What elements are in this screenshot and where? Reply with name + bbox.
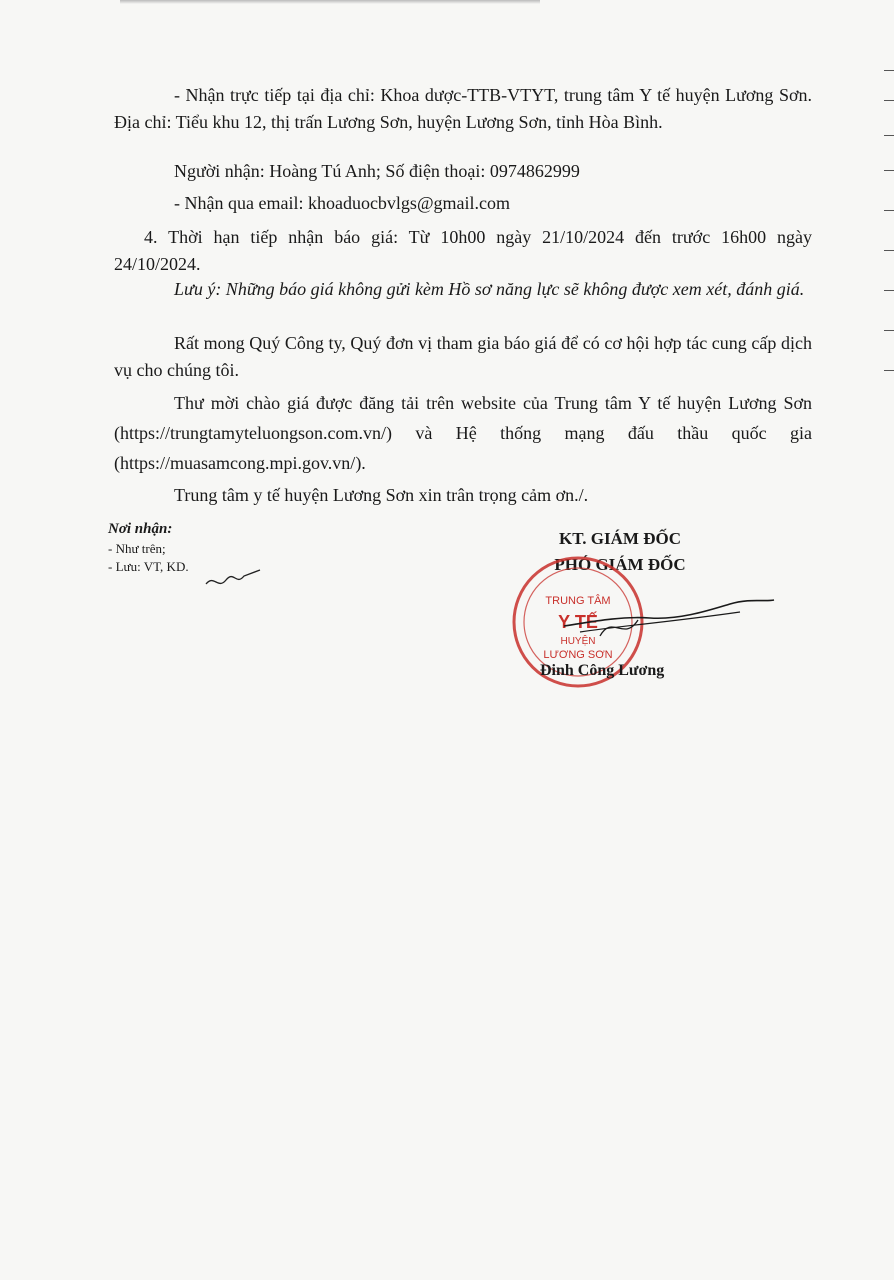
scan-edge-mark xyxy=(884,290,894,291)
handwritten-signature xyxy=(560,592,780,652)
scan-edge-mark xyxy=(884,170,894,171)
scan-edge-mark xyxy=(884,135,894,136)
initial-signature xyxy=(204,568,264,592)
paragraph-thanks: Trung tâm y tế huyện Lương Sơn xin trân trọng cảm ơn./. xyxy=(174,485,589,505)
scan-edge-mark xyxy=(884,210,894,211)
scan-edge-mark xyxy=(884,100,894,101)
paragraph-email: - Nhận qua email: khoaduocbvlgs@gmail.com xyxy=(174,193,510,213)
recipients-block xyxy=(108,520,189,576)
scan-edge-mark xyxy=(884,370,894,371)
signature-title: KT. GIÁM ĐỐC xyxy=(559,529,681,548)
scan-shadow xyxy=(120,0,540,4)
signer-name: Đinh Công Lương xyxy=(540,662,665,679)
scan-edge-mark xyxy=(884,250,894,251)
signature-subtitle: PHÓ GIÁM ĐỐC xyxy=(554,555,686,574)
paragraph-note: Lưu ý: Những báo giá không gửi kèm Hồ sơ năng lực sẽ không được xem xét, đánh giá. xyxy=(174,279,805,299)
paragraph-deadline: 4. Thời hạn tiếp nhận báo giá: Từ 10h00 ngày 21/10/2024 đến trước 16h00 ngày 24/10/2024. xyxy=(114,227,812,274)
paragraph-invitation: Rất mong Quý Công ty, Quý đơn vị tham gia báo giá để có cơ hội hợp tác cung cấp dịch vụ cho chúng tôi. xyxy=(114,333,812,380)
recipients-title: Nơi nhận: xyxy=(108,521,173,537)
paragraph-receiver: Người nhận: Hoàng Tú Anh; Số điện thoại: 0974862999 xyxy=(174,161,580,181)
paragraph-address: - Nhận trực tiếp tại địa chỉ: Khoa dược-TTB-VTYT, trung tâm Y tế huyện Lương Sơn. Địa chỉ: Tiểu khu 12, thị trấn Lương Sơn, huyện Lương Sơn, tỉnh Hòa Bình. xyxy=(114,85,812,132)
stamp-text-main: Y TẾ xyxy=(558,612,598,632)
recipients-line: - Như trên; xyxy=(108,541,166,556)
paragraph-publication: Thư mời chào giá được đăng tải trên website của Trung tâm Y tế huyện Lương Sơn (https://trungtamyteluongson.com.vn/) và Hệ thống mạng đấu thầu quốc gia (https://muasamcong.mpi.gov.vn/). xyxy=(114,393,812,473)
scan-edge-mark xyxy=(884,330,894,331)
recipients-line: - Lưu: VT, KD. xyxy=(108,559,189,574)
scan-edge-mark xyxy=(884,70,894,71)
stamp-text-top: TRUNG TÂM xyxy=(545,595,611,607)
stamp-text-place: LƯƠNG SƠN xyxy=(543,649,613,661)
stamp-text-sub: HUYỆN xyxy=(560,636,596,647)
